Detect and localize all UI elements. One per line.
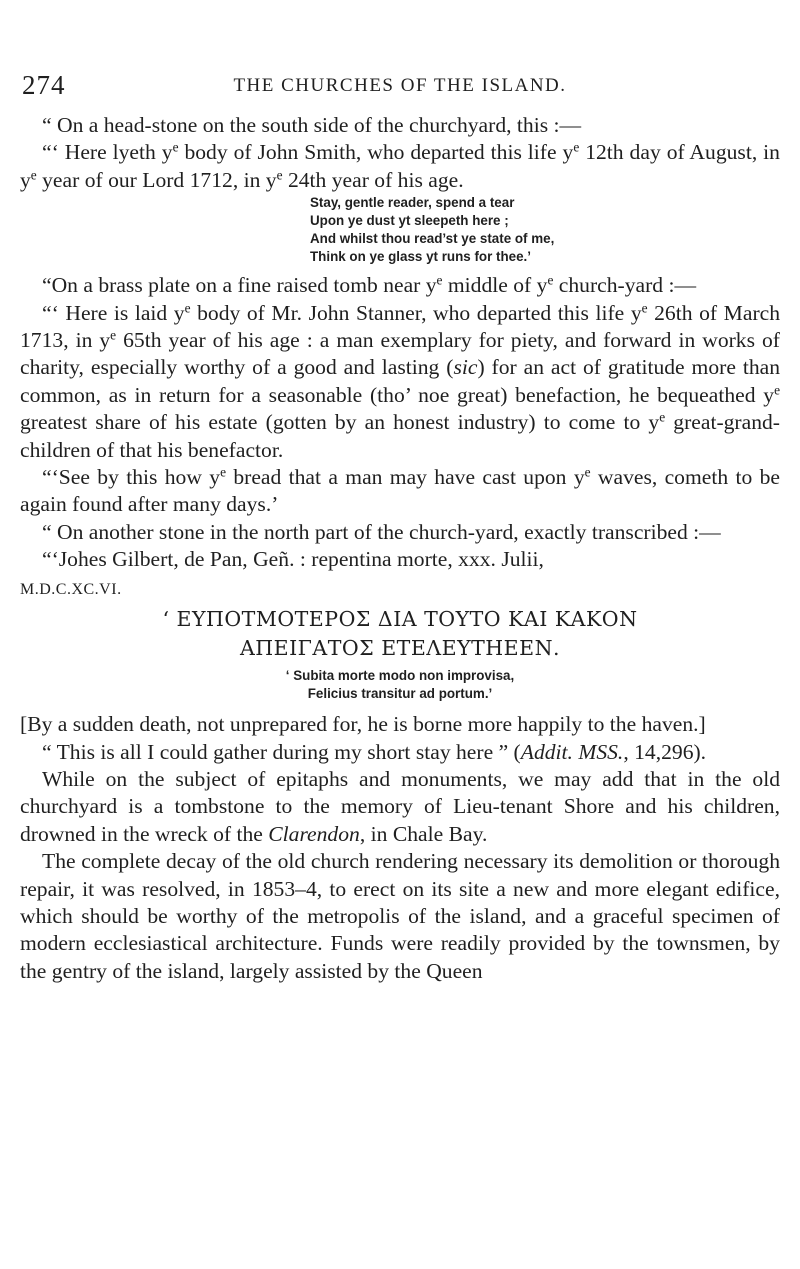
paragraph-bread-waves: “‘See by this how $y^e$ bread that a man may have cast upon $y^e$ waves, cometh to be again found after many days.’ <box>20 464 780 517</box>
running-title: THE CHURCHES OF THE ISLAND. <box>233 75 567 96</box>
paragraph-gilbert-epitaph: “‘Johes Gilbert, de Pan, Geñ. : repentina morte, xxx. Julii, M.D.C.XC.VI. <box>20 547 544 598</box>
latin-line: Felicius transitur ad portum.’ <box>307 686 493 702</box>
greek-line: ΑΠΕΙΓΑΤΟΣ ΕΤΕΛΕΥΤΗΕΕΝ. <box>239 636 561 661</box>
paragraph-translation: [By a sudden death, not unprepared for, he is borne more happily to the haven.] <box>20 712 706 737</box>
page-header <box>22 70 778 110</box>
page-number: 274 <box>22 70 66 100</box>
paragraph-smith-epitaph: “‘ Here lyeth $y^e$ body of John Smith, who departed this life $y^e$ 12th day of August, in $y^e$ year of our Lord 1712, in $y^e$ 24th year of his age. <box>20 140 780 192</box>
paragraph-stanner-epitaph: “‘ Here is laid $y^e$ body of Mr. John Stanner, who departed this life $y^e$ 26th of March 1713, in $y^e$ 65th year of his age : a man exemplary for piety, and forward in works of charity, especially worthy of a good and lasting (sic) for an act of gratitude more than common, as in return for a seasonable (tho’ noe great) benefaction, he bequeathed $y^e$ greatest share of his estate (gotten by an honest industry) to come to $y^e$ great-grand-children of that his benefactor. <box>20 300 781 462</box>
epitaph-verse <box>310 194 780 266</box>
paragraph-north-stone: “ On another stone in the north part of the church-yard, exactly transcribed :— <box>42 519 721 544</box>
verse-line: Stay, gentle reader, spend a tear <box>310 195 515 211</box>
verse-line: Think on ye glass yt runs for thee.’ <box>310 249 531 265</box>
paragraph-shore-tombstone: While on the subject of epitaphs and monuments, we may add that in the old churchyard is a tombstone to the memory of Lieu-tenant Shore and his children, drowned in the wreck of the Clarendon, in Chale Bay. <box>20 766 780 846</box>
paragraph-source-note: “ This is all I could gather during my short stay here ” (Addit. MSS., 14,296). <box>42 739 707 764</box>
greek-line: ‘ ΕΥΠΟΤΜΟΤΕΡΟΣ ΔΙΑ ΤΟΥΤΟ ΚΑΙ ΚΑΚΟΝ <box>162 607 638 632</box>
verse-line: And whilst thou read’st ye state of me, <box>310 231 555 247</box>
page-body <box>20 112 780 985</box>
paragraph-new-church: The complete decay of the old church rendering necessary its demolition or thorough repair, it was resolved, in 1853–4, to erect on its site a new and more elegant edifice, which should be worthy of the metropolis of the island, and a graceful specimen of modern ecclesiastical architecture. Funds were readily provided by the townsmen, by the gentry of the island, largely assisted by the Queen <box>20 849 780 983</box>
greek-inscription <box>20 605 780 663</box>
verse-line: Upon ye dust yt sleepeth here ; <box>310 213 509 229</box>
latin-inscription <box>20 667 780 703</box>
paragraph-headstone-intro: “ On a head-stone on the south side of the churchyard, this :— <box>42 113 582 137</box>
paragraph-brass-plate: “On a brass plate on a fine raised tomb near $y^e$ middle of $y^e$ church-yard :— <box>42 272 697 298</box>
latin-line: ‘ Subita morte modo non improvisa, <box>285 668 515 684</box>
